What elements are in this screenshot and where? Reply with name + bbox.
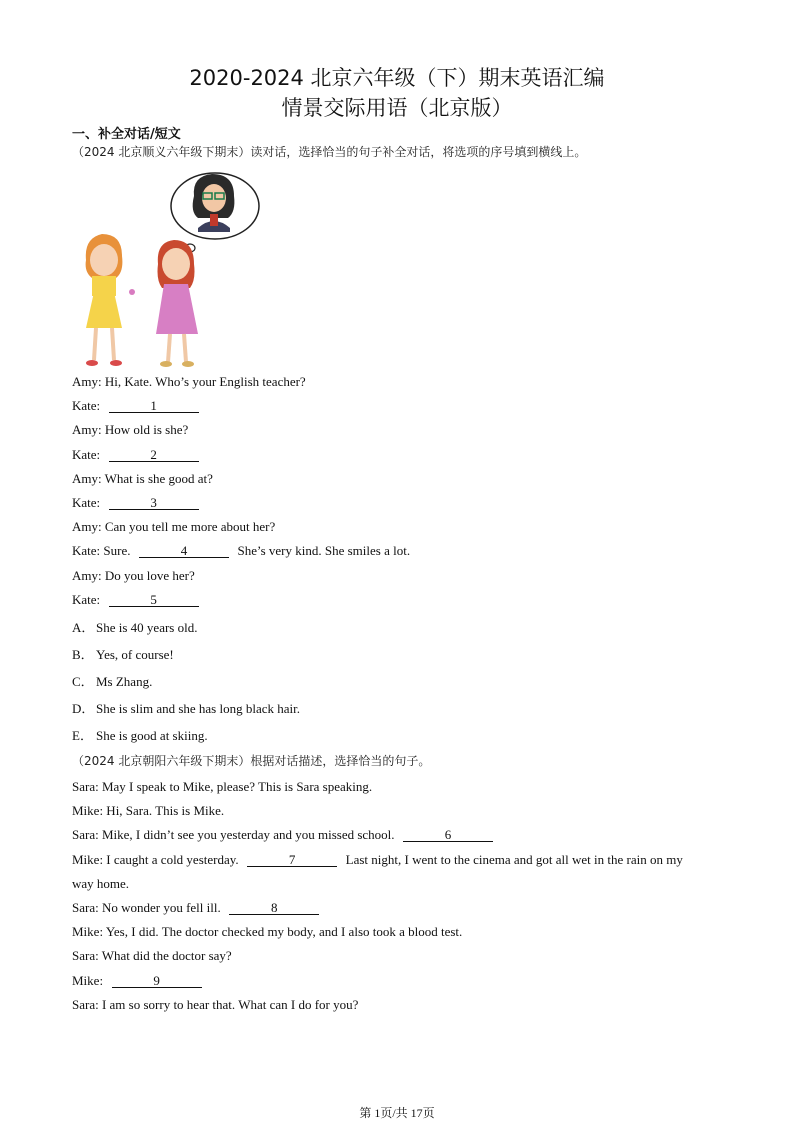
option-text: Ms Zhang. <box>96 674 153 689</box>
option-item <box>72 617 197 636</box>
dialogue-text: Kate: Sure. <box>72 543 131 559</box>
dialogue-line <box>72 973 204 989</box>
dialogue-line <box>72 495 201 511</box>
answer-blank[interactable]: 9 <box>112 974 202 988</box>
option-letter: C． <box>72 674 94 689</box>
dialogue-line <box>72 568 195 584</box>
dialogue-text: Kate: <box>72 446 101 462</box>
section-heading: 一、补全对话/短文 <box>72 127 181 142</box>
answer-blank[interactable]: 7 <box>247 853 337 867</box>
dialogue-line <box>72 997 358 1013</box>
dialogue-text: Sara: May I speak to Mike, please? This is Sara speaking. <box>72 779 373 794</box>
dialogue-text: Sara: I am so sorry to hear that. What can I do for you? <box>72 996 359 1012</box>
dialogue-line <box>72 779 372 795</box>
dialogue-line <box>72 924 462 940</box>
dialogue-text: Mike: Yes, I did. The doctor checked my body, and I also took a blood test. <box>72 924 463 940</box>
dialogue-line <box>72 900 321 916</box>
dialogue-text: Sara: Mike, I didn’t see you yesterday and you missed school. <box>72 827 395 843</box>
dialogue-line <box>72 948 232 964</box>
dialogue-line <box>72 543 410 559</box>
answer-blank[interactable]: 3 <box>109 496 199 510</box>
dialogue-illustration <box>72 168 272 368</box>
option-text: She is 40 years old. <box>96 620 198 635</box>
dialogue-text: Kate: <box>72 398 101 414</box>
dialogue-line <box>72 827 495 843</box>
dialogue-line <box>72 803 224 819</box>
dialogue-line <box>72 398 201 414</box>
dialogue-text: Kate: <box>72 495 101 510</box>
document-title: 2020-2024 北京六年级（下）期末英语汇编 <box>189 66 605 90</box>
girl-right <box>156 240 198 367</box>
dialogue-line <box>72 374 306 390</box>
girl-left <box>86 234 135 366</box>
page-footer: 第 1页/共 17页 <box>359 1106 435 1120</box>
answer-blank[interactable]: 8 <box>229 901 319 915</box>
dialogue-text: way home. <box>72 875 130 891</box>
option-item <box>72 671 152 690</box>
answer-blank[interactable]: 2 <box>109 448 199 462</box>
answer-blank[interactable]: 5 <box>109 593 199 607</box>
q2-source: （2024 北京朝阳六年级下期末）根据对话描述，选择恰当的句子。 <box>72 754 431 768</box>
answer-blank[interactable]: 4 <box>139 544 229 558</box>
document-subtitle: 情景交际用语（北京版） <box>281 96 513 120</box>
answer-blank[interactable]: 1 <box>109 399 199 413</box>
option-item <box>72 725 208 744</box>
dialogue-text: Mike: I caught a cold yesterday. <box>72 851 239 867</box>
option-letter: E． <box>72 728 93 743</box>
option-item <box>72 644 174 663</box>
dialogue-line <box>72 852 683 868</box>
q1-source: （2024 北京顺义六年级下期末）读对话，选择恰当的句子补全对话，将选项的序号填到横线上。 <box>72 145 587 159</box>
dialogue-line <box>72 447 201 463</box>
option-item <box>72 698 300 717</box>
dialogue-text: Kate: <box>72 591 101 607</box>
dialogue-text: Amy: Can you tell me more about her? <box>72 519 276 535</box>
dialogue-line <box>72 471 213 487</box>
dialogue-line <box>72 876 129 892</box>
option-letter: A． <box>72 620 95 635</box>
option-text: Yes, of course! <box>96 647 174 662</box>
dialogue-text: Mike: <box>72 972 104 988</box>
dialogue-line <box>72 592 201 608</box>
option-letter: D． <box>72 701 95 716</box>
dialogue-text: Amy: How old is she? <box>72 422 189 438</box>
dialogue-text: Sara: No wonder you fell ill. <box>72 900 221 915</box>
dialogue-line <box>72 519 275 535</box>
dialogue-text: Amy: Hi, Kate. Who’s your English teacher? <box>72 374 306 389</box>
dialogue-text: Amy: Do you love her? <box>72 567 195 583</box>
option-text: She is good at skiing. <box>96 728 208 743</box>
dialogue-line <box>72 422 188 438</box>
option-text: She is slim and she has long black hair. <box>96 701 301 716</box>
dialogue-text-after: She’s very kind. She smiles a lot. <box>237 543 411 559</box>
dialogue-text: Mike: Hi, Sara. This is Mike. <box>72 803 225 819</box>
option-letter: B． <box>72 647 94 662</box>
answer-blank[interactable]: 6 <box>403 828 493 842</box>
dialogue-text: Sara: What did the doctor say? <box>72 948 232 964</box>
dialogue-text: Amy: What is she good at? <box>72 470 213 486</box>
dialogue-text-after: Last night, I went to the cinema and got all wet in the rain on my <box>345 851 683 867</box>
